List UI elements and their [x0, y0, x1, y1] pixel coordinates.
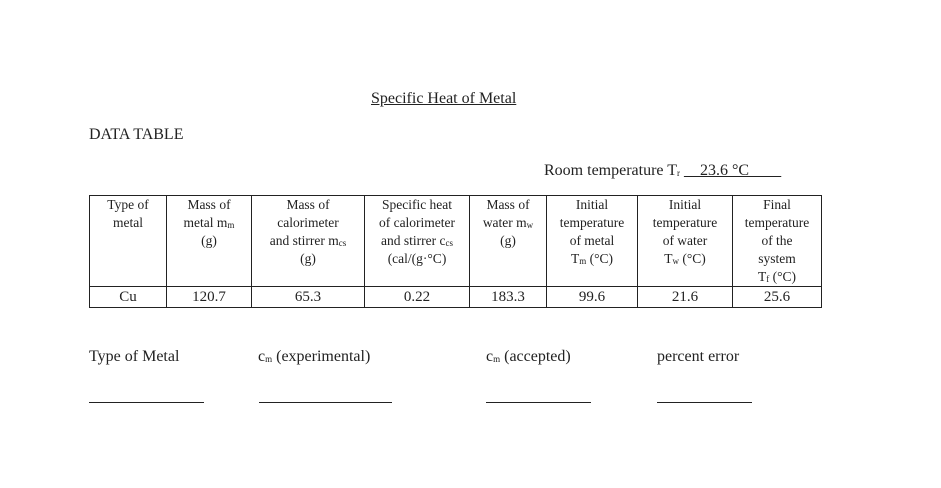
cell-final-temp-system: 25.6	[733, 287, 822, 308]
percent-error-label: percent error	[657, 348, 740, 365]
cell-type-of-metal: Cu	[90, 287, 167, 308]
header-mass-of-water: Mass of water $m_w$ (g)	[470, 196, 547, 287]
table-row	[90, 287, 822, 308]
page-title: Specific Heat of Metal	[371, 90, 517, 107]
percent-error-blank[interactable]	[657, 402, 752, 403]
data-table	[89, 195, 822, 308]
cell-mass-of-calorimeter: 65.3	[252, 287, 365, 308]
cell-specific-heat-calorimeter: 0.22	[365, 287, 470, 308]
header-specific-heat-calorimeter: Specific heat of calorimeter and stirrer $c_{cs}$ (cal/(g·°C)	[365, 196, 470, 287]
header-mass-of-metal: Mass of metal $m_m$ (g)	[167, 196, 252, 287]
cell-mass-of-metal: 120.7	[167, 287, 252, 308]
cell-initial-temp-water: 21.6	[638, 287, 733, 308]
cm-accepted-blank[interactable]	[486, 402, 591, 403]
header-initial-temp-metal: Initial temperature of metal $T_m$ (°C)	[547, 196, 638, 287]
type-of-metal-label: Type of Metal	[89, 348, 180, 365]
cm-experimental-blank[interactable]	[259, 402, 392, 403]
header-row	[90, 196, 822, 287]
header-mass-of-calorimeter: Mass of calorimeter and stirrer $m_{cs}$ (g)	[252, 196, 365, 287]
cm-accepted-label: $c_m$ (accepted)	[486, 348, 571, 365]
section-label: DATA TABLE	[89, 126, 184, 143]
cell-mass-of-water: 183.3	[470, 287, 547, 308]
cm-experimental-label: $c_m$ (experimental)	[258, 348, 371, 365]
room-temperature	[544, 162, 781, 180]
header-final-temp-system: Final temperature of the system $T_f$ (°C)	[733, 196, 822, 287]
room-temperature-subscript: r	[677, 168, 680, 178]
room-temperature-value: __23.6 °C____	[684, 162, 782, 179]
header-type-of-metal: Type of metal	[90, 196, 167, 287]
room-temperature-label: Room temperature T	[544, 162, 677, 179]
header-initial-temp-water: Initial temperature of water $T_w$ (°C)	[638, 196, 733, 287]
cell-initial-temp-metal: 99.6	[547, 287, 638, 308]
type-of-metal-blank[interactable]	[89, 402, 204, 403]
